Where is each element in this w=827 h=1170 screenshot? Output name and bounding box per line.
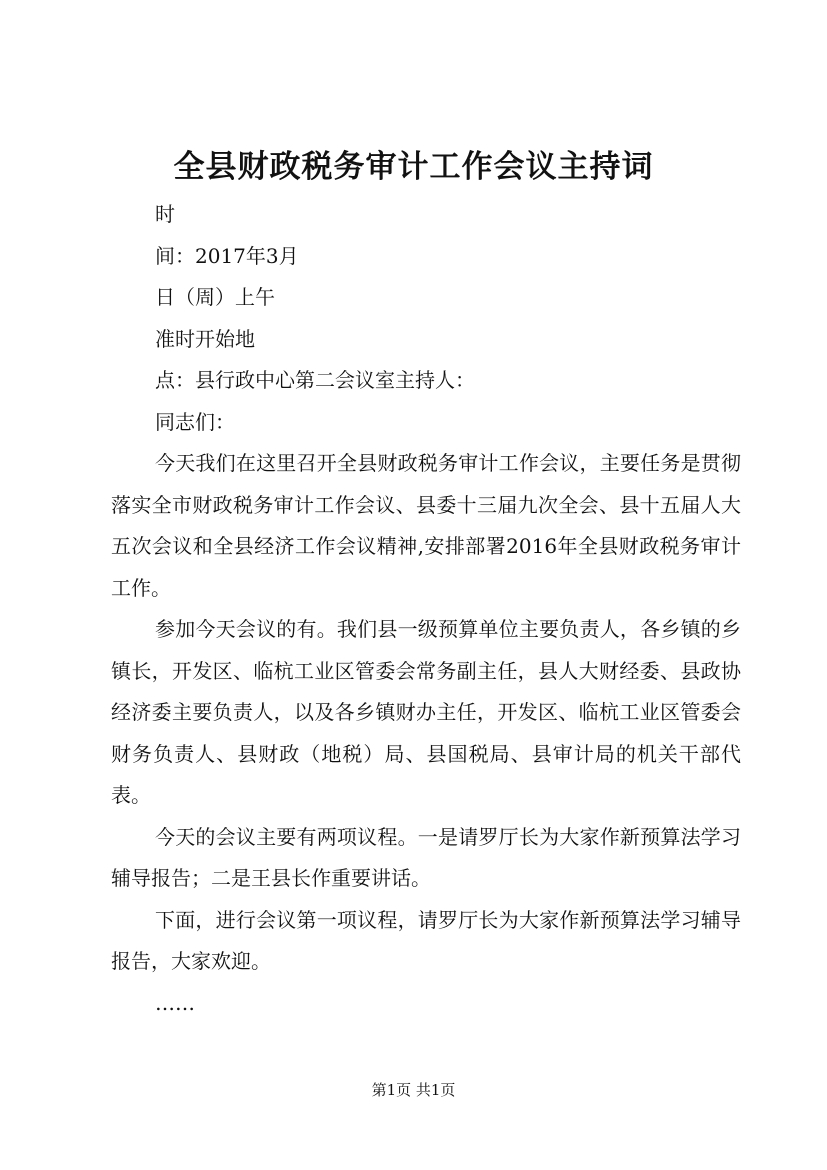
paragraph-ellipsis: …… xyxy=(155,990,195,1015)
header-line-date: 间：2017年3月 xyxy=(155,243,299,268)
header-line-time: 时 xyxy=(155,202,175,226)
header-line-location: 点：县行政中心第二会议室主持人： xyxy=(155,368,475,392)
paragraph-first-item: 下面，进行会议第一项议程，请罗厅长为大家作新预算法学习辅导报告，大家欢迎。 xyxy=(111,907,741,973)
header-line-day: 日（周）上午 xyxy=(155,285,275,309)
paragraph-attendees: 参加今天会议的有。我们县一级预算单位主要负责人，各乡镇的乡镇长，开发区、临杭工业区管委会常务副主任，县人大财经委、县政协经济委主要负责人，以及各乡镇财办主任，开发区、临杭工业区管委会财务负责人、县财政（地税）局、县国税局、县审计局的机关干部代表。 xyxy=(111,617,741,807)
paragraph-agenda: 今天的会议主要有两项议程。一是请罗厅长为大家作新预算法学习辅导报告；二是王县长作重要讲话。 xyxy=(111,824,741,890)
page-footer: 第1页 共1页 xyxy=(371,1081,456,1099)
header-line-greeting: 同志们： xyxy=(155,409,235,434)
document-body xyxy=(111,194,741,1024)
document-title: 全县财政税务审计工作会议主持词 xyxy=(173,149,654,185)
paragraph-intro: 今天我们在这里召开全县财政税务审计工作会议，主要任务是贯彻落实全市财政税务审计工作会议、县委十三届九次全会、县十五届人大五次会议和全县经济工作会议精神,安排部署2016年全县财政税务审计工作。 xyxy=(111,451,741,600)
header-line-start: 准时开始地 xyxy=(155,326,255,351)
